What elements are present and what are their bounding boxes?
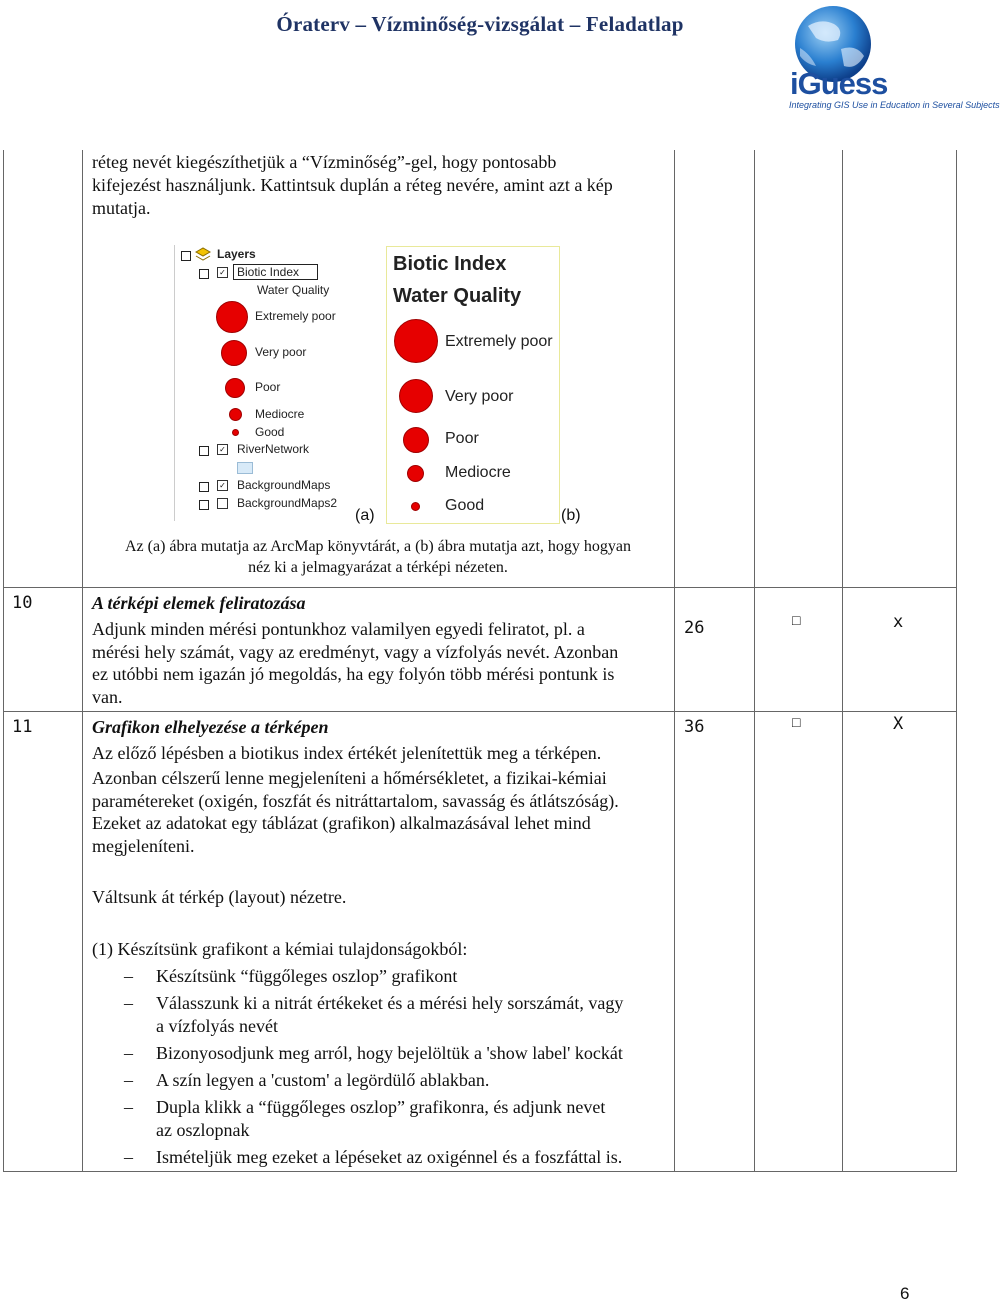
expand-icon[interactable] — [199, 500, 209, 510]
collapse-icon[interactable] — [199, 446, 209, 456]
legend-symbol-very-poor — [221, 340, 247, 366]
figure-caption-line-2: néz ki a jelmagyarázat a térképi nézeten. — [248, 559, 508, 576]
legend-title-water-quality: Water Quality — [393, 285, 522, 307]
table-border-right — [956, 150, 957, 1172]
layer-visibility-checkbox[interactable]: ✓ — [217, 444, 228, 455]
layer-visibility-checkbox[interactable]: ✓ — [217, 267, 228, 278]
row-10-line-3: ez utóbbi nem igazán jó megoldás, ha egy folyón több mérési pontunk is — [92, 664, 615, 684]
bullet-1: Készítsünk “függőleges oszlop” grafikont — [156, 966, 458, 986]
page-header-title: Óraterv – Vízminőség-vizsgálat – Feladatlap — [276, 12, 684, 36]
legend-symbol-mediocre — [229, 408, 242, 421]
globe-icon — [786, 4, 946, 74]
figure-label-b: (b) — [561, 507, 581, 524]
bullet-dash: – — [124, 1147, 133, 1167]
collapse-icon[interactable] — [199, 269, 209, 279]
bullet-3: Bizonyosodjunk meg arról, hogy bejelöltük a 'show label' kockát — [156, 1043, 623, 1063]
intro-line-2: kifejezést használjunk. Kattintsuk duplán a réteg nevére, amint azt a kép — [92, 175, 613, 195]
bullet-dash: – — [124, 1043, 133, 1063]
row-11-line-1: Az előző lépésben a biotikus index értékét jelenítettük meg a térképen. — [92, 743, 602, 763]
page-number: 6 — [900, 1284, 910, 1303]
toc-good-label: Good — [255, 425, 285, 439]
table-border-left — [3, 150, 4, 1172]
map-legend-figure — [386, 246, 560, 524]
legend-good-label: Good — [445, 497, 485, 514]
bullet-6: Ismételjük meg ezeket a lépéseket az oxigénnel és a foszfáttal is. — [156, 1147, 623, 1167]
bullet-2: Válasszunk ki a nitrát értékeket és a mérési hely sorszámát, vagy — [156, 993, 624, 1013]
table-divider-4 — [842, 150, 843, 1172]
table-divider-2 — [674, 150, 675, 1172]
table-border-bottom — [3, 1171, 957, 1172]
legend-mediocre-label: Mediocre — [445, 464, 511, 481]
bullet-dash: – — [124, 1070, 133, 1090]
row-10-checkbox[interactable]: □ — [792, 614, 801, 629]
legend-symbol-poor — [403, 427, 429, 453]
row-11-line-4: Ezeket az adatokat egy táblázat (grafikon) alkalmazásával lehet mind — [92, 813, 591, 833]
row-10-line-1: Adjunk minden mérési pontunkhoz valamilyen egyedi feliratot, pl. a — [92, 619, 585, 639]
row-separator-10 — [3, 587, 957, 588]
logo-subtitle: Integrating GIS Use in Education in Several Subjects — [789, 100, 1000, 110]
layer-visibility-checkbox[interactable] — [217, 498, 228, 509]
layers-icon — [195, 247, 211, 261]
toc-layers-label: Layers — [217, 247, 256, 261]
legend-symbol-extremely-poor — [394, 319, 438, 363]
table-divider-1 — [82, 150, 83, 1172]
collapse-icon[interactable] — [181, 251, 191, 261]
legend-extremely-poor-label: Extremely poor — [445, 333, 553, 350]
bullet-dash: – — [124, 993, 133, 1013]
toc-biotic-index-edit[interactable]: Biotic Index — [233, 264, 318, 280]
iguess-logo — [786, 4, 1000, 112]
toc-very-poor-label: Very poor — [255, 345, 307, 359]
toc-rivernetwork-label: RiverNetwork — [237, 442, 310, 456]
intro-line-3: mutatja. — [92, 198, 151, 218]
bullet-dash: – — [124, 1097, 133, 1117]
toc-mediocre-label: Mediocre — [255, 407, 305, 421]
bullet-4: A szín legyen a 'custom' a legördülő ablakban. — [156, 1070, 490, 1090]
legend-symbol-very-poor — [399, 379, 433, 413]
row-11-line-2: Azonban célszerű lenne megjeleníteni a hőmérsékletet, a fizikai-kémiai — [92, 768, 607, 788]
bullet-5-cont: az oszlopnak — [156, 1120, 250, 1140]
toc-poor-label: Poor — [255, 380, 281, 394]
row-10-title: A térképi elemek feliratozása — [92, 593, 306, 613]
arcmap-toc-figure — [174, 245, 345, 521]
row-11-number: 11 — [12, 717, 33, 737]
river-symbol-swatch — [237, 462, 253, 474]
row-11-line-5: megjeleníteni. — [92, 836, 195, 856]
row-11-title: Grafikon elhelyezése a térképen — [92, 717, 329, 737]
legend-symbol-extremely-poor — [216, 301, 248, 333]
row-11-line-3: paramétereket (oxigén, foszfát és nitráttartalom, savasság és átlátszóság). — [92, 791, 619, 811]
row-10-number: 10 — [12, 593, 33, 613]
legend-title-biotic-index: Biotic Index — [393, 253, 507, 275]
row-10-line-2: mérési hely számát, vagy az eredményt, vagy a vízfolyás nevét. Azonban — [92, 642, 619, 662]
row-11-checkbox[interactable]: □ — [792, 716, 801, 731]
row-11-time: 36 — [684, 717, 705, 737]
figure-caption-line-1: Az (a) ábra mutatja az ArcMap könyvtárát, a (b) ábra mutatja azt, hogy hogyan — [124, 538, 631, 555]
legend-symbol-good — [411, 502, 420, 511]
toc-extremely-poor-label: Extremely poor — [255, 309, 336, 323]
legend-poor-label: Poor — [445, 430, 479, 447]
row-11-step-intro: (1) Készítsünk grafikont a kémiai tulajdonságokból: — [92, 939, 468, 959]
figure-label-a: (a) — [355, 507, 375, 524]
legend-symbol-good — [232, 429, 239, 436]
legend-very-poor-label: Very poor — [445, 388, 514, 405]
bullet-2-cont: a vízfolyás nevét — [156, 1016, 278, 1036]
legend-symbol-mediocre — [407, 465, 424, 482]
expand-icon[interactable] — [199, 482, 209, 492]
table-divider-3 — [754, 150, 755, 1172]
logo-wordmark: iGuess — [790, 66, 888, 101]
bullet-5: Dupla klikk a “függőleges oszlop” grafikonra, és adjunk nevet — [156, 1097, 606, 1117]
toc-water-quality-label: Water Quality — [257, 283, 330, 297]
row-10-time: 26 — [684, 618, 705, 638]
row-11-mark: X — [893, 714, 904, 734]
toc-backgroundmaps2-label: BackgroundMaps2 — [237, 496, 338, 510]
row-11-layout-instruction: Váltsunk át térkép (layout) nézetre. — [92, 887, 347, 907]
toc-backgroundmaps-label: BackgroundMaps — [237, 478, 331, 492]
legend-symbol-poor — [225, 378, 245, 398]
row-separator-11 — [3, 711, 957, 712]
row-10-mark: x — [893, 612, 904, 632]
row-10-line-4: van. — [92, 687, 123, 707]
layer-visibility-checkbox[interactable]: ✓ — [217, 480, 228, 491]
bullet-dash: – — [124, 966, 133, 986]
intro-line-1: réteg nevét kiegészíthetjük a “Vízminőség”-gel, hogy pontosabb — [92, 152, 557, 172]
